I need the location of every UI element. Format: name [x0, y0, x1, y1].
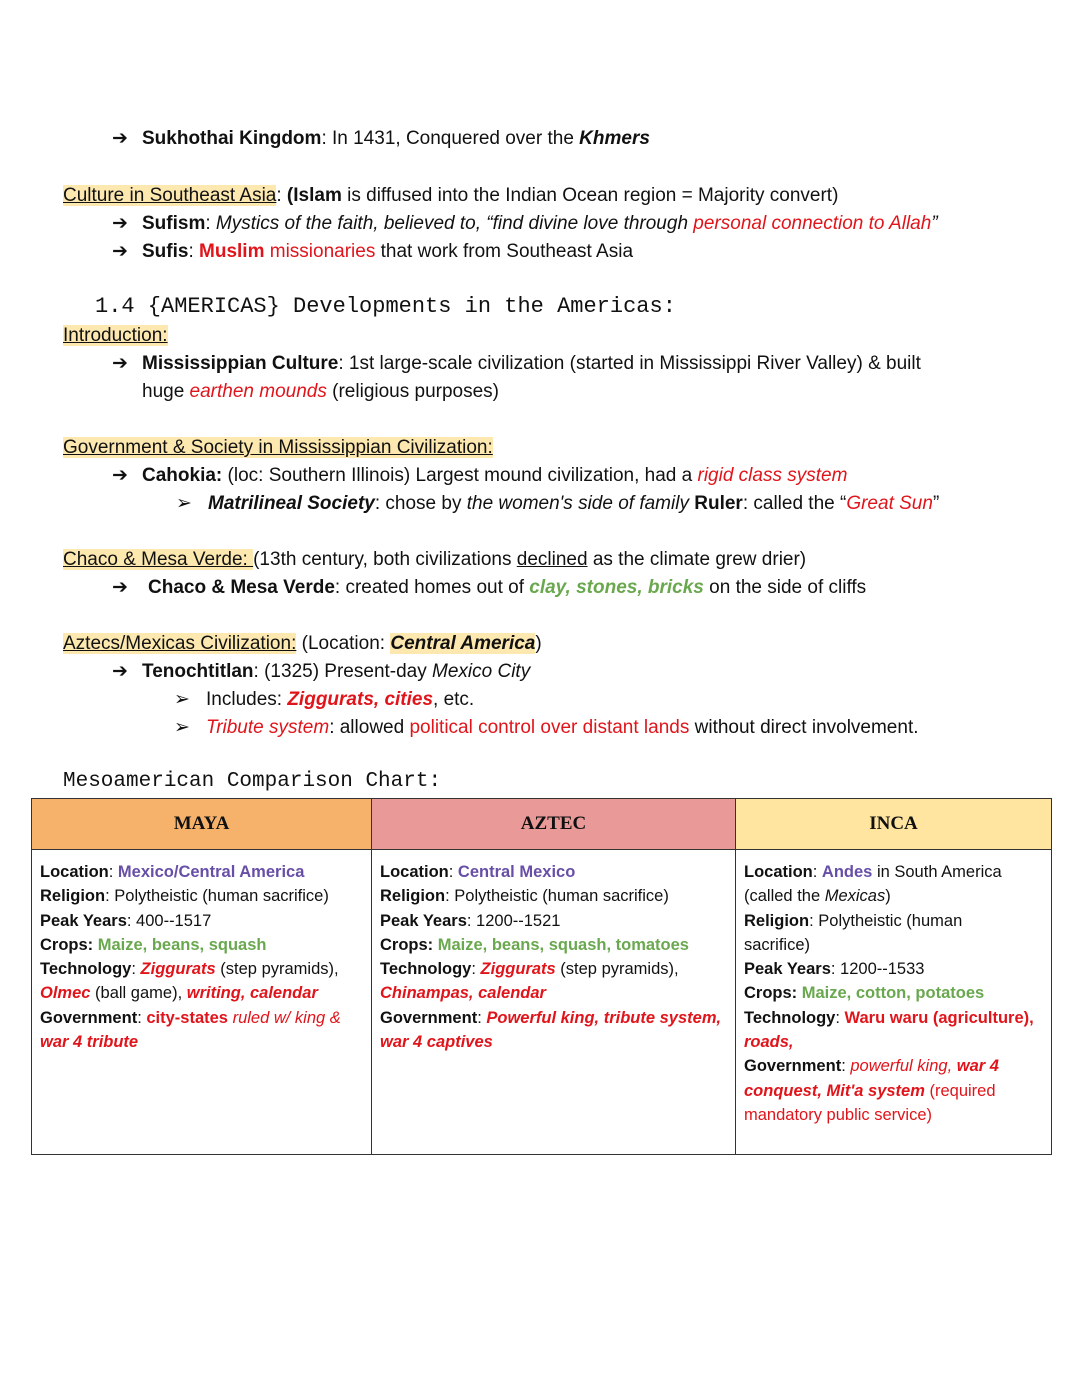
location-label: Location [380, 863, 449, 881]
tenochtitlan-label: Tenochtitlan [142, 661, 254, 682]
rigid-class-text: rigid class system [697, 465, 848, 486]
sukhothai-line [112, 127, 650, 151]
technology-label: Technology [380, 960, 472, 979]
arrow-icon: ➔ [112, 465, 128, 486]
text: as the climate grew drier) [587, 549, 807, 570]
crops-label: Crops: [40, 935, 98, 954]
table-header-row [32, 799, 1052, 850]
chart-title: Mesoamerican Comparison Chart: [63, 770, 442, 793]
peak-value: : 1200--1533 [830, 960, 925, 979]
mississippian-text: : 1st large-scale civilization (started in Mississippi River Valley) & built [338, 353, 921, 374]
cahokia-label: Cahokia: [142, 465, 223, 486]
government-value: powerful king, [850, 1057, 957, 1076]
mexico-city-text: Mexico City [432, 661, 531, 682]
tribute-line [174, 716, 919, 740]
colon: : [131, 960, 141, 979]
location-label: Location [40, 863, 109, 881]
government-value: city-states [146, 1008, 228, 1027]
arrow-icon: ➔ [112, 213, 128, 234]
culture-heading: Culture in Southeast Asia [63, 185, 277, 206]
peak-label: Peak Years [744, 960, 831, 979]
tech-value: Ziggurats [480, 960, 556, 979]
government-value: mandatory public service) [744, 1105, 932, 1124]
central-america-text: Central America [390, 633, 536, 654]
government-value: conquest, Mit'a system [744, 1081, 925, 1100]
religion-value: : Polytheistic (human sacrifice) [445, 887, 669, 906]
gov-heading-line [63, 436, 493, 460]
government-label: Government [40, 1008, 138, 1027]
government-label: Government [380, 1008, 478, 1027]
matrilineal-label: Matrilineal Society [208, 493, 375, 514]
sukhothai-label: Sukhothai Kingdom [142, 128, 322, 149]
sufism-red: personal connection to Allah [693, 213, 932, 234]
text: (13th century, both civilizations [253, 549, 517, 570]
mississippian-label: Mississippian Culture [142, 353, 339, 374]
government-value: (required [924, 1081, 996, 1100]
text: , etc. [433, 689, 475, 710]
inca-cell: Location: Andes in South America (called the Mexicas) Religion: Polytheistic (human sacrifice) Peak Years: 1200--1533 Crops: Maize, cotton, potatoes Technology: Waru waru (agriculture), roads, Government: powerful king, war 4 conquest, Mit'a system (required mandatory public service) [736, 850, 1052, 1155]
text: (Location: [296, 633, 391, 654]
chaco-heading: Chaco & Mesa Verde: [63, 549, 254, 570]
colon: : [276, 185, 287, 206]
text: : allowed [329, 717, 410, 738]
government-value: war 4 [956, 1057, 999, 1076]
tech-value: (step pyramids), [215, 960, 339, 979]
peak-label: Peak Years [40, 911, 127, 930]
peak-value: : 1200--1521 [466, 911, 561, 930]
arrow-icon: ➔ [112, 353, 128, 374]
technology-label: Technology [40, 960, 132, 979]
sukhothai-text: : In 1431, Conquered over the [321, 128, 580, 149]
political-control-text: political control over distant lands [409, 717, 690, 738]
mississippian-line-2 [142, 380, 499, 404]
comparison-table [31, 798, 1052, 1155]
tenochtitlan-line [112, 660, 530, 684]
tech-value: Waru waru (agriculture), [844, 1008, 1034, 1027]
cahokia-text: (loc: Southern Illinois) Largest mound civilization, had a [222, 465, 698, 486]
matrilineal-line [176, 492, 939, 516]
gov-heading: Government & Society in Mississippian Civilization: [63, 437, 493, 458]
triangle-bullet-icon: ➢ [174, 717, 190, 738]
header-maya: MAYA [32, 799, 372, 850]
location-value: Mexico/Central America [117, 863, 305, 881]
islam-text: Islam [293, 185, 342, 206]
colon: : [477, 1008, 487, 1027]
arrow-icon: ➔ [112, 241, 128, 262]
colon: : [841, 1057, 851, 1076]
earthen-mounds: earthen mounds [189, 381, 327, 402]
text: ) [885, 887, 891, 906]
includes-line [174, 688, 474, 712]
text: : (1325) Present-day [253, 661, 433, 682]
quote-end: ” [931, 213, 938, 234]
text: (called the [744, 887, 825, 906]
location-value: Central Mexico [457, 863, 576, 881]
cahokia-line [112, 464, 847, 488]
arrow-icon: ➔ [112, 128, 128, 149]
intro-heading-line [63, 324, 168, 348]
sufis-line [112, 240, 633, 264]
religion-label: Religion [380, 887, 446, 906]
crops-label: Crops: [380, 935, 438, 954]
text: Includes: [206, 689, 288, 710]
quote-end: ” [932, 493, 940, 514]
text: ) [535, 633, 542, 654]
chaco-label: Chaco & Mesa Verde [148, 577, 335, 598]
aztecs-heading: Aztecs/Mexicas Civilization: [63, 633, 297, 654]
religion-label: Religion [40, 887, 106, 906]
crops-value: Maize, cotton, potatoes [801, 984, 985, 1003]
religion-value: sacrifice) [744, 935, 811, 954]
tech-value: (step pyramids), [555, 960, 679, 979]
chaco-heading-line [63, 548, 806, 572]
colon: : [835, 1008, 845, 1027]
arrow-icon: ➔ [112, 661, 128, 682]
sufis-label: Sufis [142, 241, 189, 262]
religion-value: : Polytheistic (human sacrifice) [105, 887, 329, 906]
government-value: war 4 captives [380, 1033, 493, 1052]
tribute-system-text: Tribute system [206, 717, 330, 738]
chaco-line [112, 576, 866, 600]
text: without direct involvement. [689, 717, 919, 738]
header-inca: INCA [736, 799, 1052, 850]
technology-label: Technology [744, 1008, 836, 1027]
aztecs-heading-line [63, 632, 542, 656]
government-label: Government [744, 1057, 842, 1076]
ziggurats-cities-text: Ziggurats, cities [287, 689, 434, 710]
colon: : [471, 960, 481, 979]
location-label: Location [744, 863, 813, 881]
intro-heading: Introduction: [63, 325, 168, 346]
missionaries-text: missionaries [264, 241, 376, 262]
sufis-rest: that work from Southeast Asia [375, 241, 634, 262]
tech-value: Chinampas, calendar [380, 984, 546, 1003]
sufism-line [112, 212, 938, 236]
ruler-label: Ruler [688, 493, 743, 514]
peak-label: Peak Years [380, 911, 467, 930]
location-value: Andes [821, 863, 873, 881]
text: : created homes out of [334, 577, 530, 598]
mississippian-line [112, 352, 921, 376]
text: (religious purposes) [326, 381, 500, 402]
culture-rest: is diffused into the Indian Ocean region = Majority convert) [341, 185, 839, 206]
government-value: ruled w/ king & [227, 1008, 341, 1027]
sufism-italic: Mystics of the faith, believed to, “find divine love through [215, 213, 694, 234]
location-value: in South America [872, 863, 1002, 881]
crops-value: Maize, beans, squash [97, 935, 267, 954]
triangle-bullet-icon: ➢ [176, 493, 192, 514]
paren: ( [286, 185, 294, 206]
peak-value: : 400--1517 [126, 911, 212, 930]
government-value: war 4 tribute [40, 1033, 139, 1052]
tech-value: roads, [744, 1033, 794, 1052]
text: : chose by [374, 493, 467, 514]
aztec-cell: Location: Central Mexico Religion: Polytheistic (human sacrifice) Peak Years: 1200--1521 Crops: Maize, beans, squash, tomatoes Technology: Ziggurats (step pyramids), Chinampas, calendar Government: Powerful king, tribute system, war 4 captives [372, 850, 736, 1155]
sufism-label: Sufism [142, 213, 206, 234]
colon: : [205, 213, 216, 234]
maya-cell: Location: Mexico/Central America Religion: Polytheistic (human sacrifice) Peak Years: 400--1517 Crops: Maize, beans, squash Technology: Ziggurats (step pyramids), Olmec (ball game), writing, calendar Government: city-states ruled w/ king & war 4 tribute [32, 850, 372, 1155]
text: on the side of cliffs [703, 577, 867, 598]
declined-text: declined [516, 549, 588, 570]
materials-text: clay, stones, bricks [529, 577, 704, 598]
culture-heading-line [63, 184, 838, 208]
tech-value: (ball game), [90, 984, 187, 1003]
mexicas-text: Mexicas [824, 887, 886, 906]
tech-value: Ziggurats [140, 960, 216, 979]
tech-value: Olmec [40, 984, 91, 1003]
text: : called the “ [742, 493, 847, 514]
tech-value: writing, calendar [186, 984, 318, 1003]
colon: : [188, 241, 200, 262]
government-value: Powerful king, tribute system, [486, 1008, 722, 1027]
khmers-text: Khmers [579, 128, 650, 149]
section-title: 1.4 {AMERICAS} Developments in the Americas: [95, 294, 676, 319]
religion-label: Religion [744, 911, 810, 930]
text: the women's side of family [466, 493, 689, 514]
text: huge [142, 381, 190, 402]
table-row [32, 850, 1052, 1155]
crops-label: Crops: [744, 984, 802, 1003]
crops-value: Maize, beans, squash, tomatoes [437, 935, 689, 954]
header-aztec: AZTEC [372, 799, 736, 850]
religion-value: : Polytheistic (human [809, 911, 963, 930]
triangle-bullet-icon: ➢ [174, 689, 190, 710]
muslim-text: Muslim [199, 241, 265, 262]
colon: : [137, 1008, 147, 1027]
arrow-icon: ➔ [112, 577, 128, 598]
great-sun-text: Great Sun [846, 493, 933, 514]
